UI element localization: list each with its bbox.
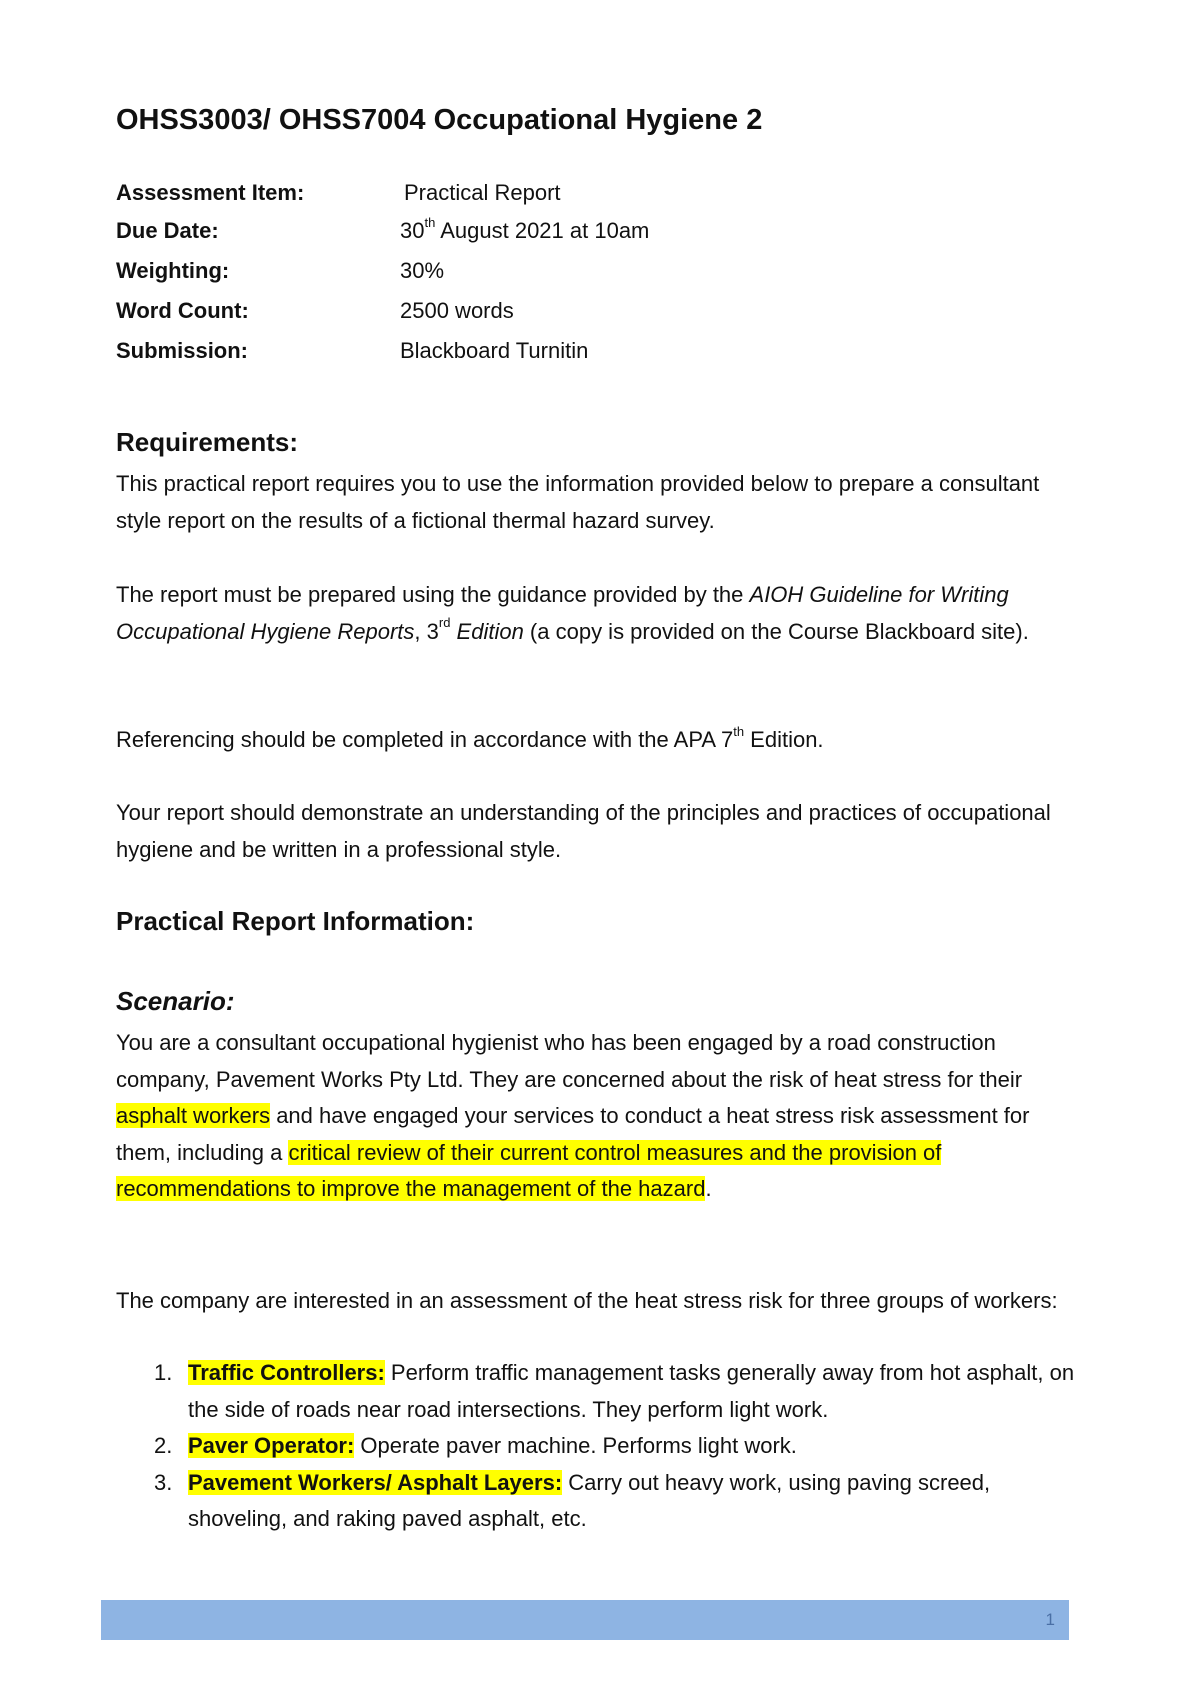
meta-submission bbox=[116, 338, 588, 364]
meta-value: Practical Report bbox=[404, 180, 561, 205]
list-item: 2. Paver Operator: Operate paver machine. Performs light work. bbox=[154, 1433, 797, 1458]
meta-label: Due Date: bbox=[116, 218, 219, 243]
meta-weighting bbox=[116, 258, 444, 284]
workers-intro-paragraph: The company are interested in an assessment of the heat stress risk for three groups of workers: bbox=[116, 1288, 1058, 1313]
meta-label: Assessment Item: bbox=[116, 180, 305, 205]
requirements-paragraph-2: The report must be prepared using the guidance provided by the AIOH Guideline for Writing Occupational Hygiene Reports, 3rd Edition (a copy is provided on the Course Blackboard site). bbox=[116, 582, 1029, 644]
page-number: 1 bbox=[1045, 1610, 1055, 1629]
meta-word-count bbox=[116, 298, 514, 324]
highlight-asphalt-workers: asphalt workers bbox=[116, 1103, 271, 1128]
meta-value: Blackboard Turnitin bbox=[400, 338, 589, 363]
meta-value: 2500 words bbox=[400, 298, 514, 323]
meta-label: Submission: bbox=[116, 338, 249, 363]
requirements-paragraph-3: Referencing should be completed in accordance with the APA 7th Edition. bbox=[116, 723, 824, 752]
highlight-critical-review: critical review of their current control measures and the provision of recommendations to improve the management of the hazard bbox=[116, 1139, 942, 1201]
requirements-paragraph-1: This practical report requires you to use the information provided below to prepare a consultant style report on the results of a fictional thermal hazard survey. bbox=[116, 471, 1040, 533]
meta-value: 30% bbox=[400, 258, 445, 283]
worker-groups-list bbox=[116, 1355, 1076, 1538]
meta-label: Weighting: bbox=[116, 258, 230, 283]
meta-assessment-item bbox=[116, 180, 561, 206]
practical-heading: Practical Report Information: bbox=[116, 906, 475, 936]
meta-label: Word Count: bbox=[116, 298, 249, 323]
list-item: 3. Pavement Workers/ Asphalt Layers: Carry out heavy work, using paving screed, shoveling, and raking paved asphalt, etc. bbox=[154, 1469, 991, 1531]
requirements-paragraph-4: Your report should demonstrate an understanding of the principles and practices of occupational hygiene and be written in a professional style. bbox=[116, 800, 1051, 862]
scenario-heading: Scenario: bbox=[116, 986, 235, 1016]
footer-bar bbox=[101, 1600, 1069, 1640]
document-title: OHSS3003/ OHSS7004 Occupational Hygiene 2 bbox=[116, 104, 763, 136]
scenario-paragraph: You are a consultant occupational hygienist who has been engaged by a road construction company, Pavement Works Pty Ltd. They are concerned about the risk of heat stress for their asphalt workers and have engaged your services to conduct a heat stress risk assessment for them, including a critical review of their current control measures and the provision of recommendations to improve the management of the hazard. bbox=[116, 1030, 1030, 1201]
meta-value: 30th August 2021 at 10am bbox=[400, 214, 650, 243]
meta-due-date bbox=[116, 214, 650, 244]
requirements-heading: Requirements: bbox=[116, 427, 299, 457]
list-item: 1. Traffic Controllers: Perform traffic management tasks generally away from hot asphalt, on the side of roads near road intersections. They perform light work. bbox=[154, 1360, 1075, 1422]
